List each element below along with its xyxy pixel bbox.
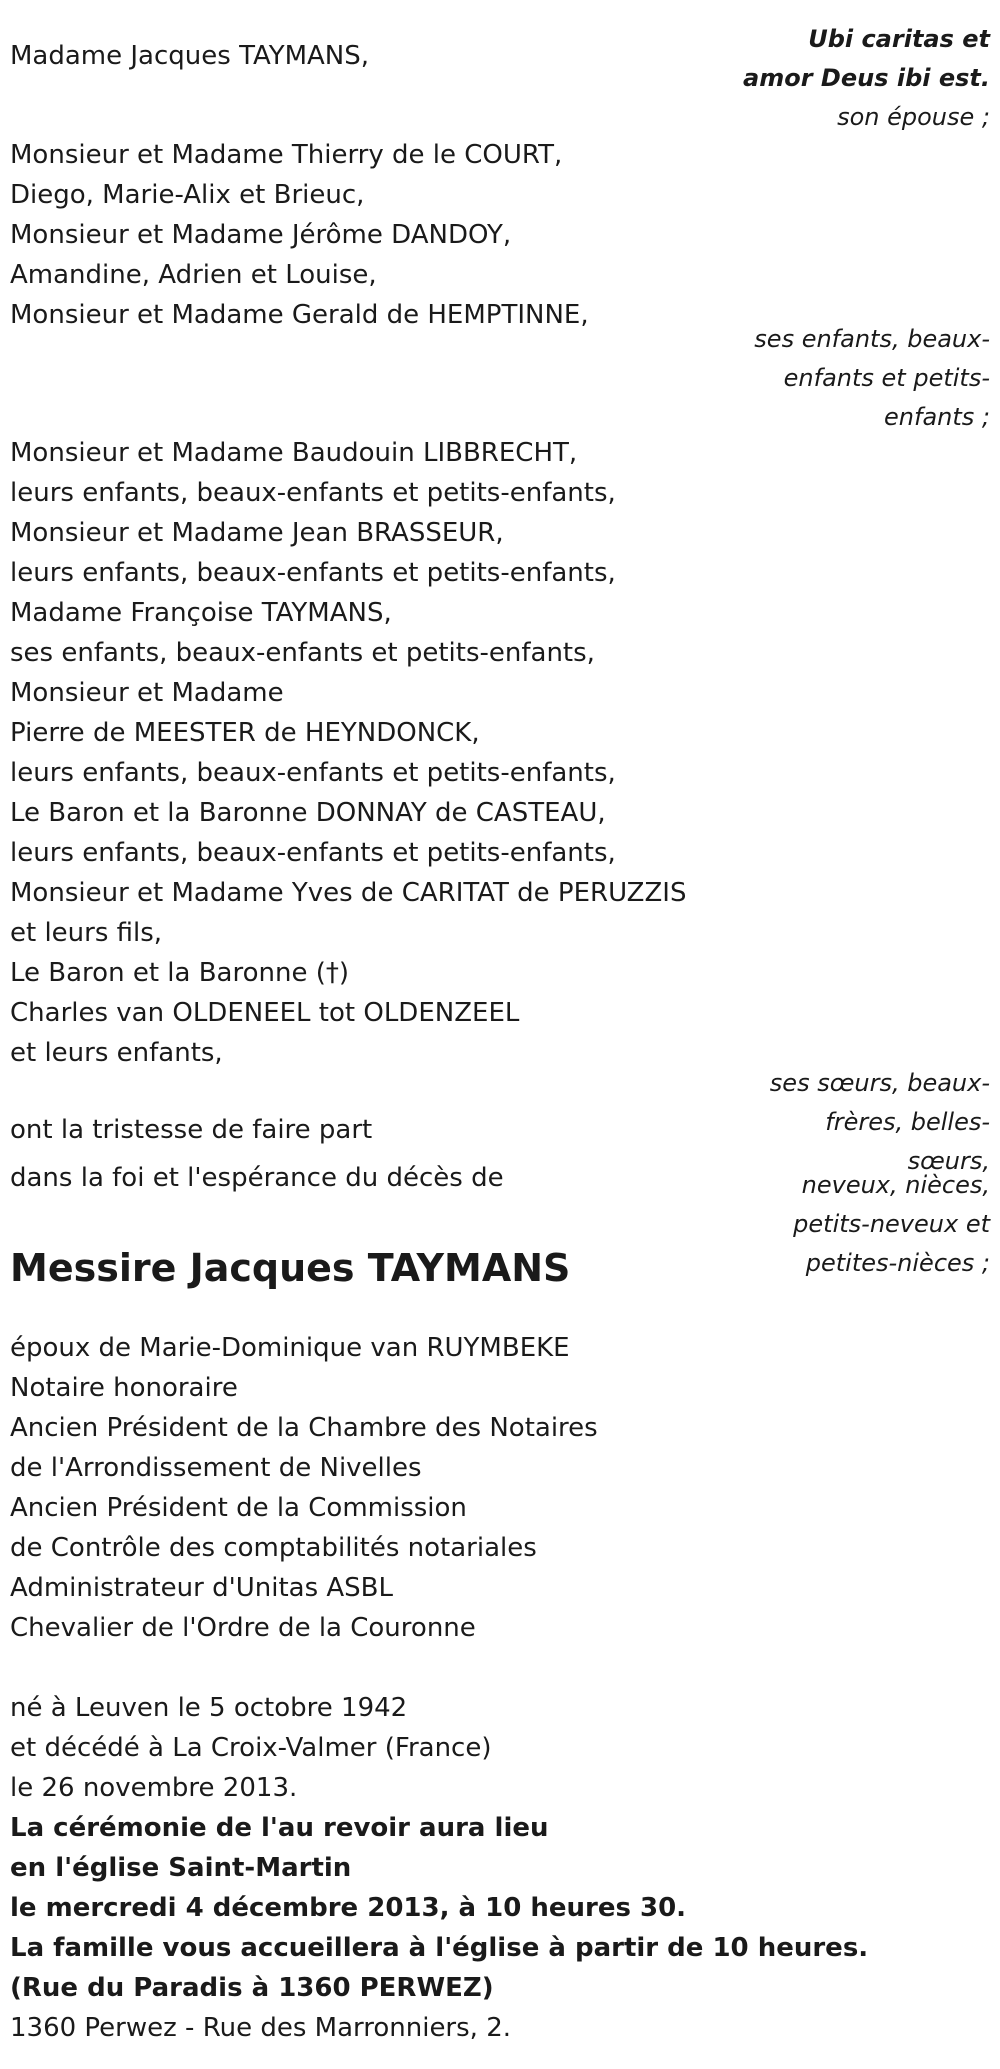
list-item: et leurs fils,	[10, 918, 163, 948]
announcement-line-1: ont la tristesse de faire part	[10, 1115, 373, 1145]
deceased-titles	[10, 1328, 598, 1648]
motto-line-2: amor Deus ibi est.	[743, 64, 990, 92]
list-item: et leurs enfants,	[10, 1038, 223, 1068]
list-item: Monsieur et Madame Yves de CARITAT de PERUZZIS	[10, 878, 687, 908]
title-line: Ancien Président de la Chambre des Notaires	[10, 1413, 598, 1443]
date-line: le 26 novembre 2013.	[10, 1773, 298, 1803]
list-item: ses enfants, beaux-enfants et petits-enfants,	[10, 638, 595, 668]
title-line: Administrateur d'Unitas ASBL	[10, 1573, 394, 1603]
ceremony-line: La cérémonie de l'au revoir aura lieu	[10, 1813, 549, 1843]
title-line: de l'Arrondissement de Nivelles	[10, 1453, 422, 1483]
list-item: leurs enfants, beaux-enfants et petits-enfants,	[10, 558, 616, 588]
list-item: Monsieur et Madame	[10, 678, 284, 708]
list-item: leurs enfants, beaux-enfants et petits-enfants,	[10, 758, 616, 788]
siblings-role-b: neveux, nièces, petits-neveux et petites-nièces ;	[793, 1171, 990, 1277]
date-line: né à Leuven le 5 octobre 1942	[10, 1693, 408, 1723]
date-line: et décédé à La Croix-Valmer (France)	[10, 1733, 492, 1763]
list-item: Le Baron et la Baronne DONNAY de CASTEAU,	[10, 798, 606, 828]
siblings-role-a: ses sœurs, beaux-frères, belles-sœurs,	[769, 1069, 990, 1175]
list-item: Pierre de MEESTER de HEYNDONCK,	[10, 718, 480, 748]
list-item: Monsieur et Madame Jean BRASSEUR,	[10, 518, 504, 548]
deceased-name: Messire Jacques TAYMANS	[10, 1246, 571, 1290]
title-line: Notaire honoraire	[10, 1373, 238, 1403]
title-line: de Contrôle des comptabilités notariales	[10, 1533, 537, 1563]
list-item: Charles van OLDENEEL tot OLDENZEEL	[10, 998, 520, 1028]
ceremony-line: en l'église Saint-Martin	[10, 1853, 352, 1883]
ceremony-info	[10, 1808, 868, 2008]
list-item: Le Baron et la Baronne (†)	[10, 958, 350, 988]
widow-name: Madame Jacques TAYMANS,	[10, 41, 370, 71]
ceremony-line: La famille vous accueillera à l'église à partir de 10 heures.	[10, 1933, 869, 1963]
title-line: Chevalier de l'Ordre de la Couronne	[10, 1613, 476, 1643]
ceremony-line: (Rue du Paradis à 1360 PERWEZ)	[10, 1973, 494, 2003]
spouse-role: son épouse ;	[837, 103, 990, 131]
siblings-list	[10, 433, 686, 1073]
list-item: leurs enfants, beaux-enfants et petits-enfants,	[10, 478, 616, 508]
children-list	[10, 135, 589, 335]
list-item: Madame Françoise TAYMANS,	[10, 598, 392, 628]
motto-line-1: Ubi caritas et	[808, 25, 990, 53]
list-item: leurs enfants, beaux-enfants et petits-enfants,	[10, 838, 616, 868]
title-line: époux de Marie-Dominique van RUYMBEKE	[10, 1333, 570, 1363]
ceremony-line: le mercredi 4 décembre 2013, à 10 heures 30.	[10, 1893, 687, 1923]
list-item: Monsieur et Madame Baudouin LIBBRECHT,	[10, 438, 578, 468]
title-line: Ancien Président de la Commission	[10, 1493, 467, 1523]
family-address: 1360 Perwez - Rue des Marronniers, 2.	[10, 2013, 512, 2043]
list-item: Monsieur et Madame Jérôme DANDOY,	[10, 220, 512, 250]
announcement-line-2: dans la foi et l'espérance du décès de	[10, 1163, 504, 1193]
children-role: ses enfants, beaux-enfants et petits-enfants ;	[754, 325, 990, 431]
list-item: Monsieur et Madame Thierry de le COURT,	[10, 140, 563, 170]
list-item: Amandine, Adrien et Louise,	[10, 260, 377, 290]
list-item: Diego, Marie-Alix et Brieuc,	[10, 180, 365, 210]
birth-death-dates	[10, 1688, 491, 1808]
list-item: Monsieur et Madame Gerald de HEMPTINNE,	[10, 300, 589, 330]
